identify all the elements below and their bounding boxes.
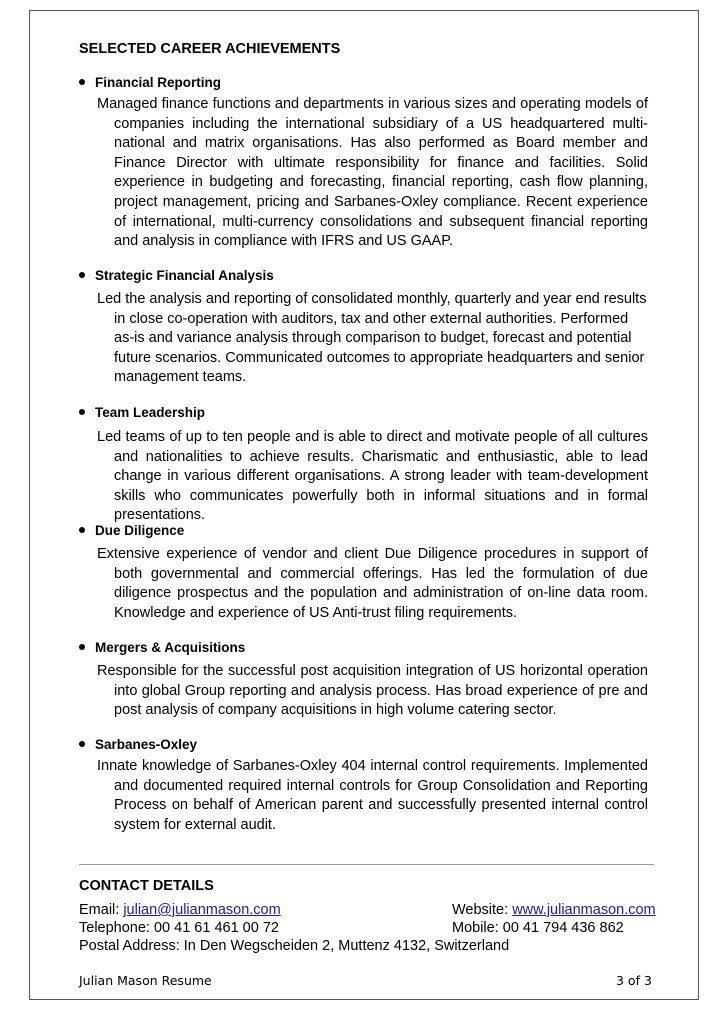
postal-address: Postal Address: In Den Wegscheiden 2, Muttenz 4132, Switzerland [79, 938, 510, 954]
achievement-title-financial-reporting: Financial Reporting [79, 75, 221, 90]
telephone: Telephone: 00 41 61 461 00 72 [79, 920, 279, 936]
achievement-text-strategic-analysis: Led the analysis and reporting of consolidated monthly, quarterly and year end results in close co-operation with auditors, tax and other external authorities. Performed as-is and variance analysis through comparison to budget, forecast and potential future scenarios. Communicated outcomes to appropriate headquarters and senior management teams. [97, 291, 647, 386]
achievement-title-mergers: Mergers & Acquisitions [79, 640, 245, 655]
achievement-text-team-leadership: Led teams of up to ten people and is able to direct and motivate people of all cultures and nationalities to achieve results. Charismatic and enthusiastic, able to lead change in various different organisations. A strong leader with team-development skills who communicates powerfully both in informal situations and in formal presentations. [97, 429, 648, 524]
bullet-icon [79, 79, 85, 85]
achievement-text-due-diligence: Extensive experience of vendor and client Due Diligence procedures in support of both governmental and commercial offerings. Has led the formulation of due diligence prospectus and the population and administration of on-line data room. Knowledge and experience of US Anti-trust filing requirements. [97, 546, 648, 621]
footer-page-number: 3 of 3 [616, 973, 652, 988]
achievement-title-team-leadership: Team Leadership [79, 405, 205, 420]
achievement-title-strategic-analysis: Strategic Financial Analysis [79, 268, 274, 283]
achievement-text-sarbanes-oxley: Innate knowledge of Sarbanes-Oxley 404 internal control requirements. Implemented and documented required internal controls for Group Consolidation and Reporting Process on behalf of American parent and successfully presented internal control system for external audit. [97, 758, 648, 833]
contact-title: CONTACT DETAILS [79, 878, 214, 894]
achievement-text-financial-reporting: Managed finance functions and departments in various sizes and operating models of companies including the international subsidiary of a US headquartered multi-national and matrix organisations. Has also performed as Board member and Finance Director with ultimate responsibility for finance and facilities. Solid experience in budgeting and forecasting, financial reporting, cash flow planning, project management, pricing and Sarbanes-Oxley compliance. Recent experience of international, multi-currency consolidations and subsequent financial reporting and analysis in compliance with IFRS and US GAAP. [97, 96, 648, 250]
section-divider [79, 864, 654, 865]
website-line: Website: www.julianmason.com [452, 902, 656, 918]
bullet-icon [79, 741, 85, 747]
bullet-icon [79, 272, 85, 278]
bullet-icon [79, 527, 85, 533]
bullet-icon [79, 409, 85, 415]
achievement-text-mergers: Responsible for the successful post acquisition integration of US horizontal operation into global Group reporting and analysis process. Has broad experience of pre and post analysis of company acquisitions in high volume catering sector. [97, 663, 648, 719]
section-title: SELECTED CAREER ACHIEVEMENTS [79, 41, 341, 57]
achievement-title-due-diligence: Due Diligence [79, 523, 184, 538]
mobile: Mobile: 00 41 794 436 862 [452, 920, 624, 936]
email-link[interactable]: julian@julianmason.com [123, 902, 281, 918]
website-link[interactable]: www.julianmason.com [512, 902, 656, 918]
email-line: Email: julian@julianmason.com [79, 902, 281, 918]
achievement-title-sarbanes-oxley: Sarbanes-Oxley [79, 737, 197, 752]
bullet-icon [79, 644, 85, 650]
footer-name: Julian Mason Resume [79, 973, 212, 988]
